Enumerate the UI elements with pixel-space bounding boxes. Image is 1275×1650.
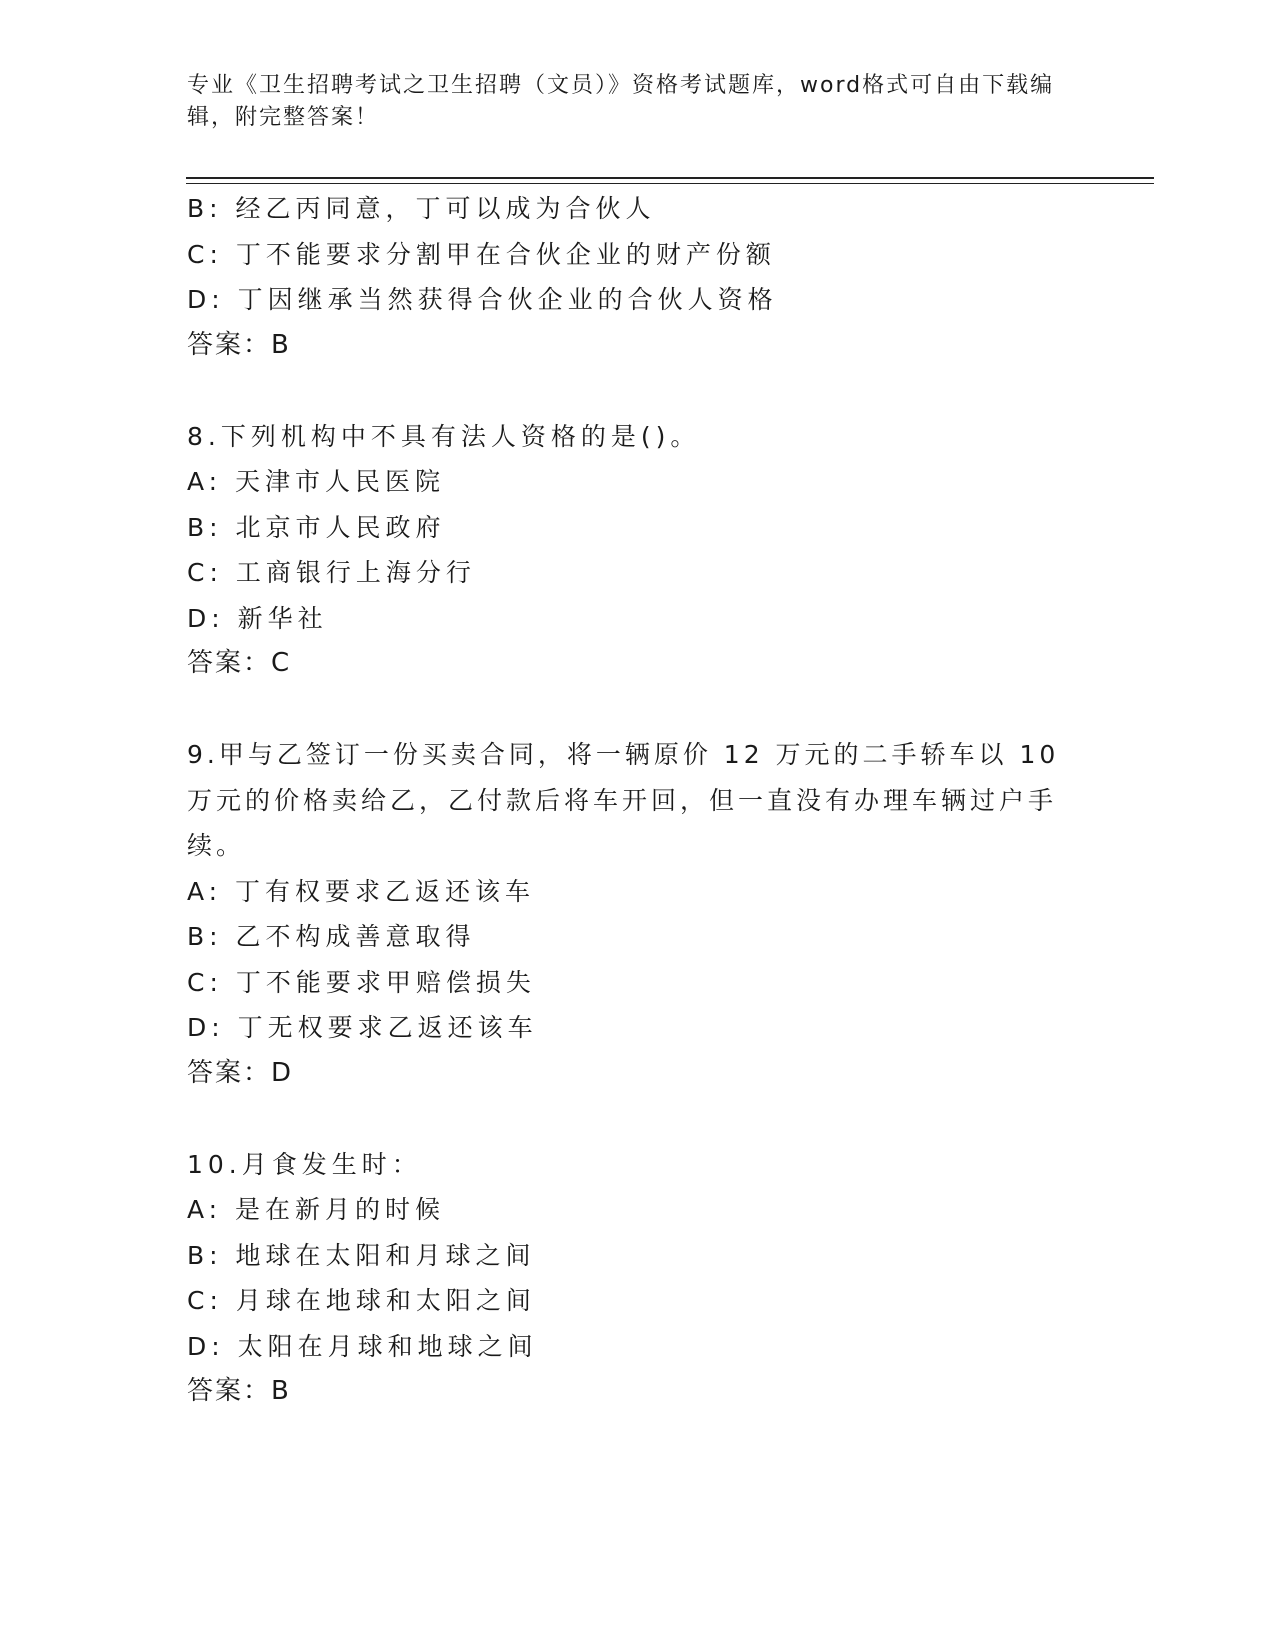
option-d: D: 新华社 [187,603,328,633]
option-a: A: 天津市人民医院 [187,467,446,496]
question-stem: 10.月食发生时： [187,1149,422,1179]
option-c: C: 丁不能要求甲赔偿损失 [187,967,536,997]
option-b: B: 北京市人民政府 [187,512,446,542]
answer-label: 答案：B [187,1376,291,1406]
spacer [187,687,1087,733]
document-header: 专业《卫生招聘考试之卫生招聘（文员）》资格考试题库，word格式可自由下载编辑，附完整答案！ [187,73,1055,130]
answer-label: 答案：D [187,1057,294,1088]
option-d: D: 太阳在月球和地球之间 [187,1331,538,1361]
option-b: B: 经乙丙同意，丁可以成为合伙人 [187,194,656,223]
option-c: C: 月球在地球和太阳之间 [187,1286,536,1315]
option-d: D: 丁无权要求乙返还该车 [187,1013,538,1042]
question-stem: 8.下列机构中不具有法人资格的是()。 [187,421,701,451]
question-list [187,186,1087,1415]
spacer [187,368,1087,414]
option-c: C: 工商银行上海分行 [187,558,476,587]
question-stem: 9.甲与乙签订一份买卖合同，将一辆原价 12 万元的二手轿车以 10 万元的价格卖给乙，乙付款后将车开回，但一直没有办理车辆过户手续。 [187,740,1060,860]
option-a: A: 是在新月的时候 [187,1195,446,1224]
header-rule-thick [186,177,1154,179]
answer-label: 答案：C [187,648,292,678]
spacer [187,1096,1087,1142]
header-rule-thin [186,183,1154,184]
answer-label: 答案：B [187,329,291,360]
question-7-continued [187,186,1087,368]
question-9 [187,732,1087,1096]
question-8 [187,414,1087,687]
option-d: D: 丁因继承当然获得合伙企业的合伙人资格 [187,285,778,314]
option-b: B: 地球在太阳和月球之间 [187,1240,536,1270]
option-b: B: 乙不构成善意取得 [187,922,476,951]
option-c: C: 丁不能要求分割甲在合伙企业的财产份额 [187,239,776,269]
option-a: A: 丁有权要求乙返还该车 [187,876,536,906]
question-10 [187,1142,1087,1415]
